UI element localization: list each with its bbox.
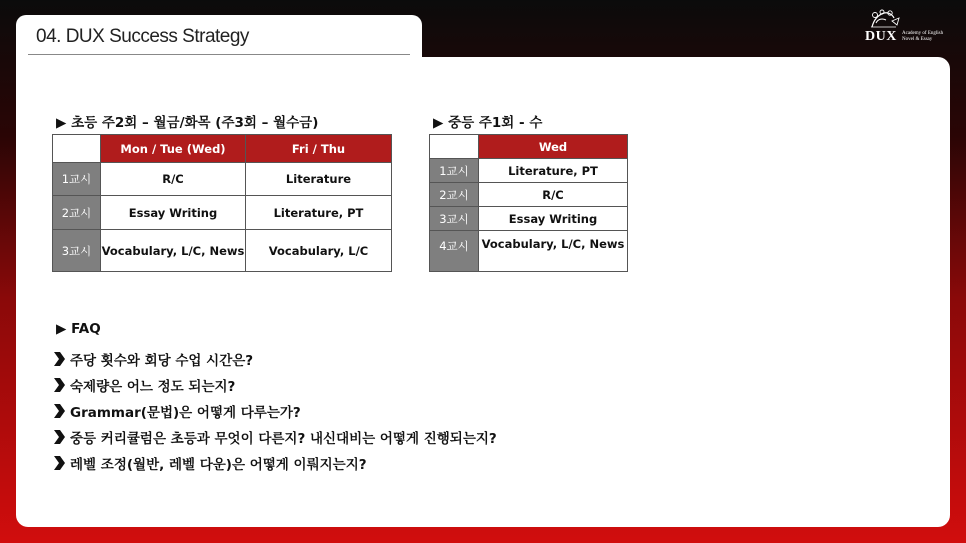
corner-cell [53, 135, 101, 163]
faq-item [52, 372, 497, 398]
faq-question: 레벨 조정(월반, 레벨 다운)은 어떻게 이뤄지는지? [70, 457, 367, 473]
page-title: 04. DUX Success Strategy [36, 26, 249, 47]
table-row [53, 163, 392, 196]
table-header-row [53, 135, 392, 163]
faq-item [52, 424, 497, 450]
title-divider [28, 54, 410, 55]
chevron-right-icon [52, 455, 66, 471]
table-row [430, 183, 628, 207]
table-cell: Literature [246, 163, 392, 196]
table-cell: Vocabulary, L/C, News [479, 231, 628, 272]
elementary-schedule-table [52, 134, 392, 272]
table-cell: Essay Writing [101, 196, 246, 230]
chevron-right-icon [52, 351, 66, 367]
table-cell: Literature, PT [246, 196, 392, 230]
period-label: 2교시 [430, 183, 479, 207]
faq-item [52, 450, 497, 476]
faq-item [52, 346, 497, 372]
period-label: 1교시 [430, 159, 479, 183]
table-cell: R/C [101, 163, 246, 196]
period-label: 3교시 [53, 230, 101, 272]
faq-heading: ▶ FAQ [56, 321, 101, 337]
faq-question: Grammar(문법)은 어떻게 다루는가? [70, 405, 301, 421]
table-row [430, 207, 628, 231]
logo-subtitle: Academy of English Novel & Essay [902, 31, 944, 42]
chevron-right-icon [52, 377, 66, 393]
table-cell: Vocabulary, L/C [246, 230, 392, 272]
faq-item [52, 398, 497, 424]
table-header-row [430, 135, 628, 159]
table-row [53, 196, 392, 230]
logo-wordmark: DUX [865, 29, 897, 44]
faq-question: 주당 횟수와 회당 수업 시간은? [70, 353, 254, 369]
tree-emblem-icon [866, 9, 902, 29]
period-label: 2교시 [53, 196, 101, 230]
table-row [430, 159, 628, 183]
column-header: Mon / Tue (Wed) [101, 135, 246, 163]
period-label: 1교시 [53, 163, 101, 196]
column-header: Fri / Thu [246, 135, 392, 163]
elementary-heading: ▶ 초등 주2회 – 월금/화목 (주3회 – 월수금) [56, 115, 319, 131]
faq-question: 숙제량은 어느 정도 되는지? [70, 379, 236, 395]
chevron-right-icon [52, 429, 66, 445]
faq-list [52, 346, 497, 476]
corner-cell [430, 135, 479, 159]
chevron-right-icon [52, 403, 66, 419]
table-row [53, 230, 392, 272]
middle-heading: ▶ 중등 주1회 - 수 [433, 115, 543, 131]
faq-question: 중등 커리큘럼은 초등과 무엇이 다른지? 내신대비는 어떻게 진행되는지? [70, 431, 497, 447]
table-cell: Literature, PT [479, 159, 628, 183]
dux-logo [864, 9, 950, 49]
table-row [430, 231, 628, 272]
middle-schedule-table [429, 134, 628, 272]
table-cell: R/C [479, 183, 628, 207]
table-cell: Essay Writing [479, 207, 628, 231]
period-label: 3교시 [430, 207, 479, 231]
table-cell: Vocabulary, L/C, News [101, 230, 246, 272]
column-header: Wed [479, 135, 628, 159]
period-label: 4교시 [430, 231, 479, 272]
